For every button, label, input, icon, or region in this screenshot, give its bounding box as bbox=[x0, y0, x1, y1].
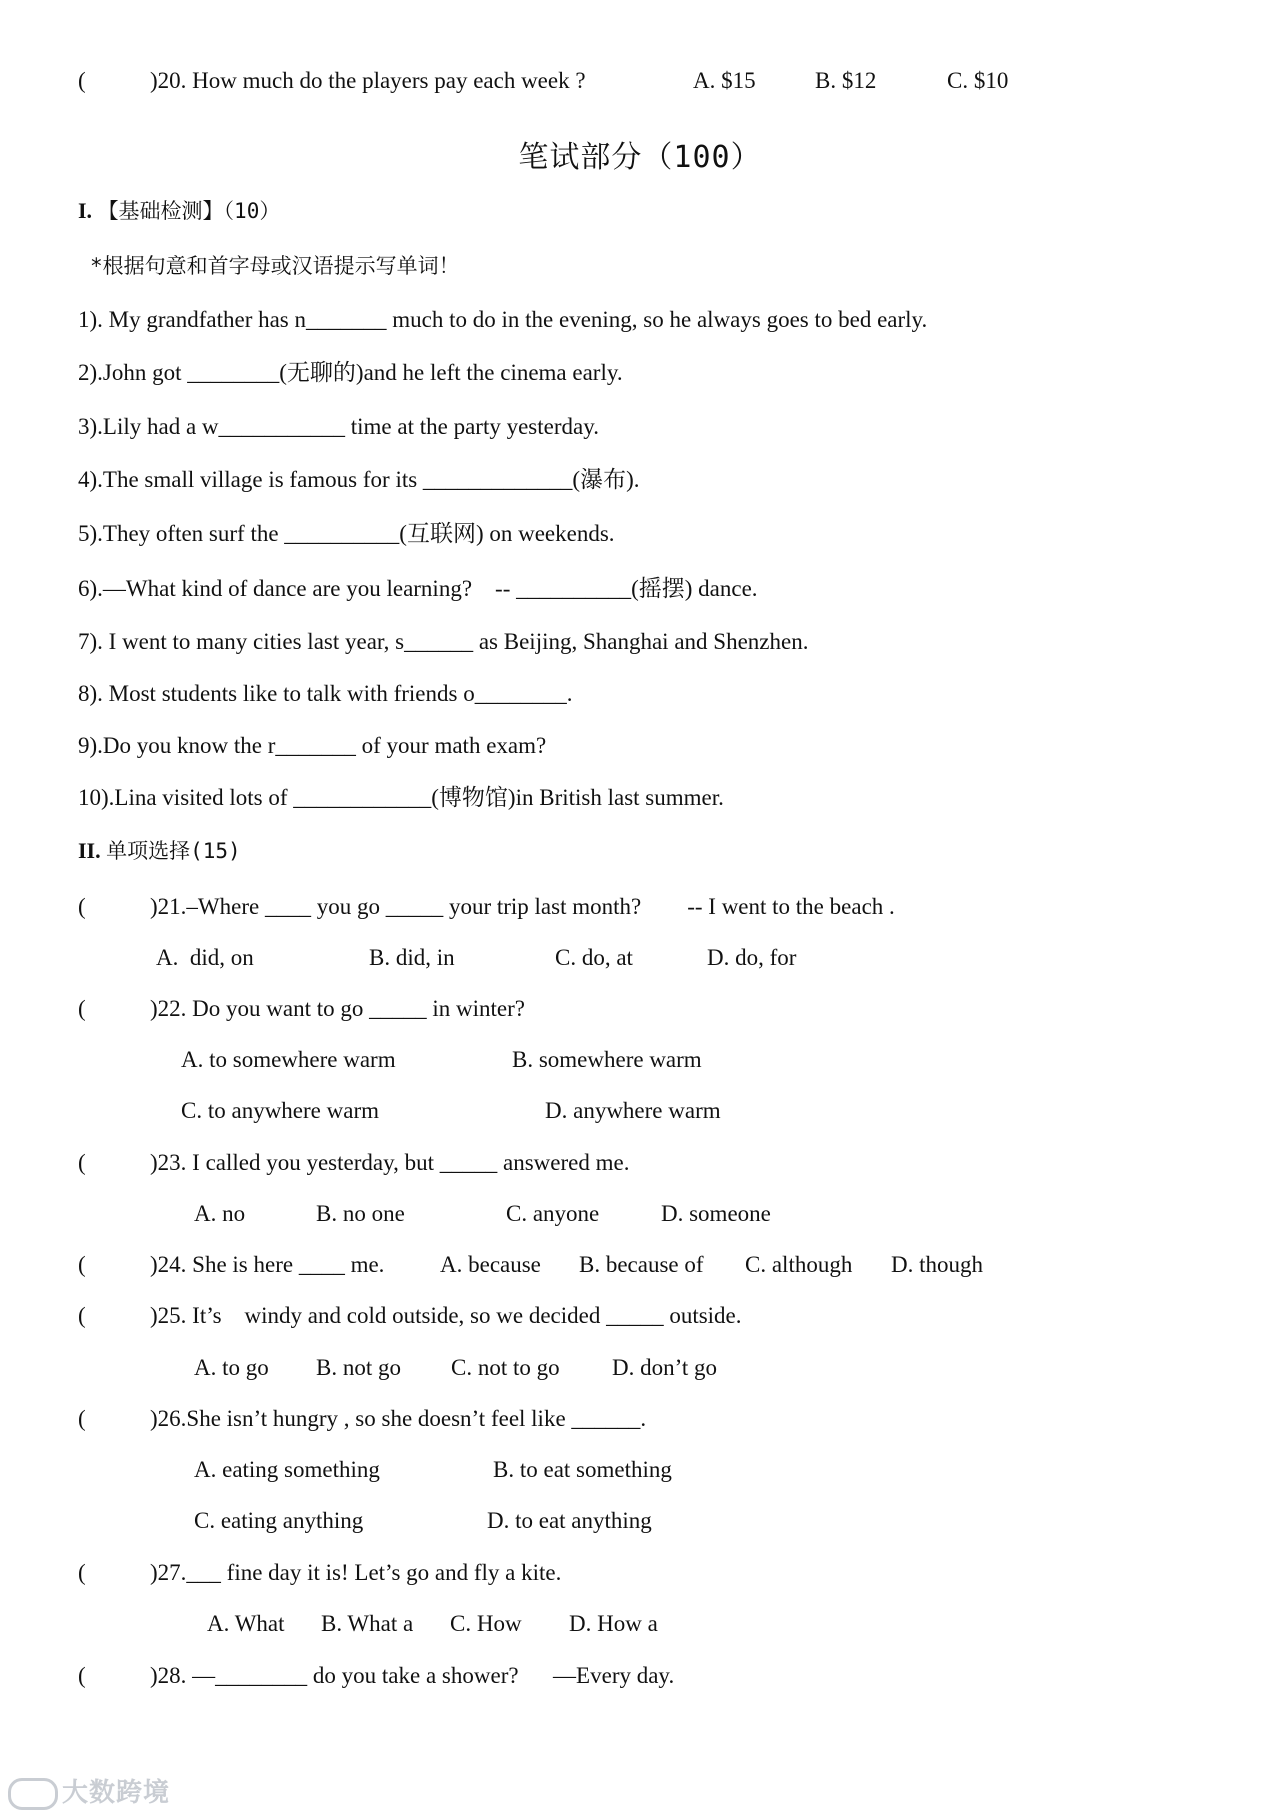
option: A. did, on bbox=[156, 945, 254, 970]
section-heading bbox=[78, 836, 241, 866]
option: B. somewhere warm bbox=[512, 1047, 702, 1072]
answer-paren: ( bbox=[78, 1303, 86, 1328]
option: A. What bbox=[207, 1611, 285, 1636]
section-number: II. bbox=[78, 838, 101, 863]
option: D. do, for bbox=[707, 945, 797, 970]
question-stem: )27.___ fine day it is! Let’s go and fly a kite. bbox=[150, 1560, 562, 1585]
question-stem: )22. Do you want to go _____ in winter? bbox=[150, 996, 525, 1021]
question-stem: )21.–Where ____ you go _____ your trip last month? -- I went to the beach . bbox=[150, 894, 895, 919]
question-stem: )20. How much do the players pay each week ? bbox=[150, 68, 586, 93]
option: B. no one bbox=[316, 1201, 405, 1226]
option: C. How bbox=[450, 1611, 522, 1636]
answer-paren: ( bbox=[78, 68, 86, 93]
fill-item: 10).Lina visited lots of ____________(博物馆)in British last summer. bbox=[78, 785, 724, 810]
fill-item: 3).Lily had a w___________ time at the party yesterday. bbox=[78, 414, 599, 439]
option: C. not to go bbox=[451, 1355, 560, 1380]
option: D. to eat anything bbox=[487, 1508, 652, 1533]
section-heading bbox=[78, 196, 280, 226]
fill-item: 6).—What kind of dance are you learning? -- __________(摇摆) dance. bbox=[78, 576, 758, 601]
watermark-logo-icon bbox=[8, 1778, 58, 1810]
question-stem: )26.She isn’t hungry , so she doesn’t feel like ______. bbox=[150, 1406, 647, 1431]
option: A. no bbox=[194, 1201, 246, 1226]
answer-paren: ( bbox=[78, 1252, 86, 1277]
section-number: I. bbox=[78, 198, 93, 223]
option: C. $10 bbox=[947, 68, 1009, 93]
fill-item: 5).They often surf the __________(互联网) on weekends. bbox=[78, 521, 615, 546]
option: D. How a bbox=[569, 1611, 658, 1636]
answer-paren: ( bbox=[78, 1560, 86, 1585]
question-stem: )28. —________ do you take a shower? —Every day. bbox=[150, 1663, 675, 1688]
option: D. anywhere warm bbox=[545, 1098, 721, 1123]
option: A. to somewhere warm bbox=[181, 1047, 396, 1072]
option: C. do, at bbox=[555, 945, 633, 970]
option: C. eating anything bbox=[194, 1508, 364, 1533]
option: D. don’t go bbox=[612, 1355, 717, 1380]
fill-item: 1). My grandfather has n_______ much to do in the evening, so he always goes to bed early. bbox=[78, 307, 928, 332]
answer-paren: ( bbox=[78, 1150, 86, 1175]
fill-item: 2).John got ________(无聊的)and he left the cinema early. bbox=[78, 360, 623, 385]
answer-paren: ( bbox=[78, 1663, 86, 1688]
question-stem: )24. She is here ____ me. bbox=[150, 1252, 385, 1277]
option: A. $15 bbox=[693, 68, 756, 93]
answer-paren: ( bbox=[78, 996, 86, 1021]
option: B. to eat something bbox=[493, 1457, 672, 1482]
option: A. to go bbox=[194, 1355, 269, 1380]
question-stem: )23. I called you yesterday, but _____ answered me. bbox=[150, 1150, 630, 1175]
option: A. because bbox=[440, 1252, 541, 1277]
watermark-text: 大数跨境 bbox=[62, 1778, 171, 1808]
option: A. eating something bbox=[194, 1457, 380, 1482]
watermark bbox=[8, 1772, 170, 1810]
option: D. though bbox=[891, 1252, 983, 1277]
option: B. $12 bbox=[815, 68, 877, 93]
section-title: 【基础检测】（10） bbox=[97, 199, 281, 223]
option: C. anyone bbox=[506, 1201, 600, 1226]
option: B. because of bbox=[579, 1252, 704, 1277]
fill-item: 8). Most students like to talk with friends o________. bbox=[78, 681, 573, 706]
answer-paren: ( bbox=[78, 894, 86, 919]
option: D. someone bbox=[661, 1201, 771, 1226]
option: C. although bbox=[745, 1252, 853, 1277]
option: B. What a bbox=[321, 1611, 414, 1636]
fill-item: 4).The small village is famous for its _____________(瀑布). bbox=[78, 467, 640, 492]
instruction: *根据句意和首字母或汉语提示写单词！ bbox=[90, 254, 460, 278]
answer-paren: ( bbox=[78, 1406, 86, 1431]
section-title: 单项选择(15) bbox=[106, 839, 241, 863]
option: B. not go bbox=[316, 1355, 401, 1380]
option: B. did, in bbox=[369, 945, 455, 970]
fill-item: 9).Do you know the r_______ of your math exam? bbox=[78, 733, 547, 758]
fill-item: 7). I went to many cities last year, s______ as Beijing, Shanghai and Shenzhen. bbox=[78, 629, 809, 654]
option: C. to anywhere warm bbox=[181, 1098, 379, 1123]
question-stem: )25. It’s windy and cold outside, so we decided _____ outside. bbox=[150, 1303, 742, 1328]
page-title: 笔试部分（100） bbox=[518, 140, 762, 175]
